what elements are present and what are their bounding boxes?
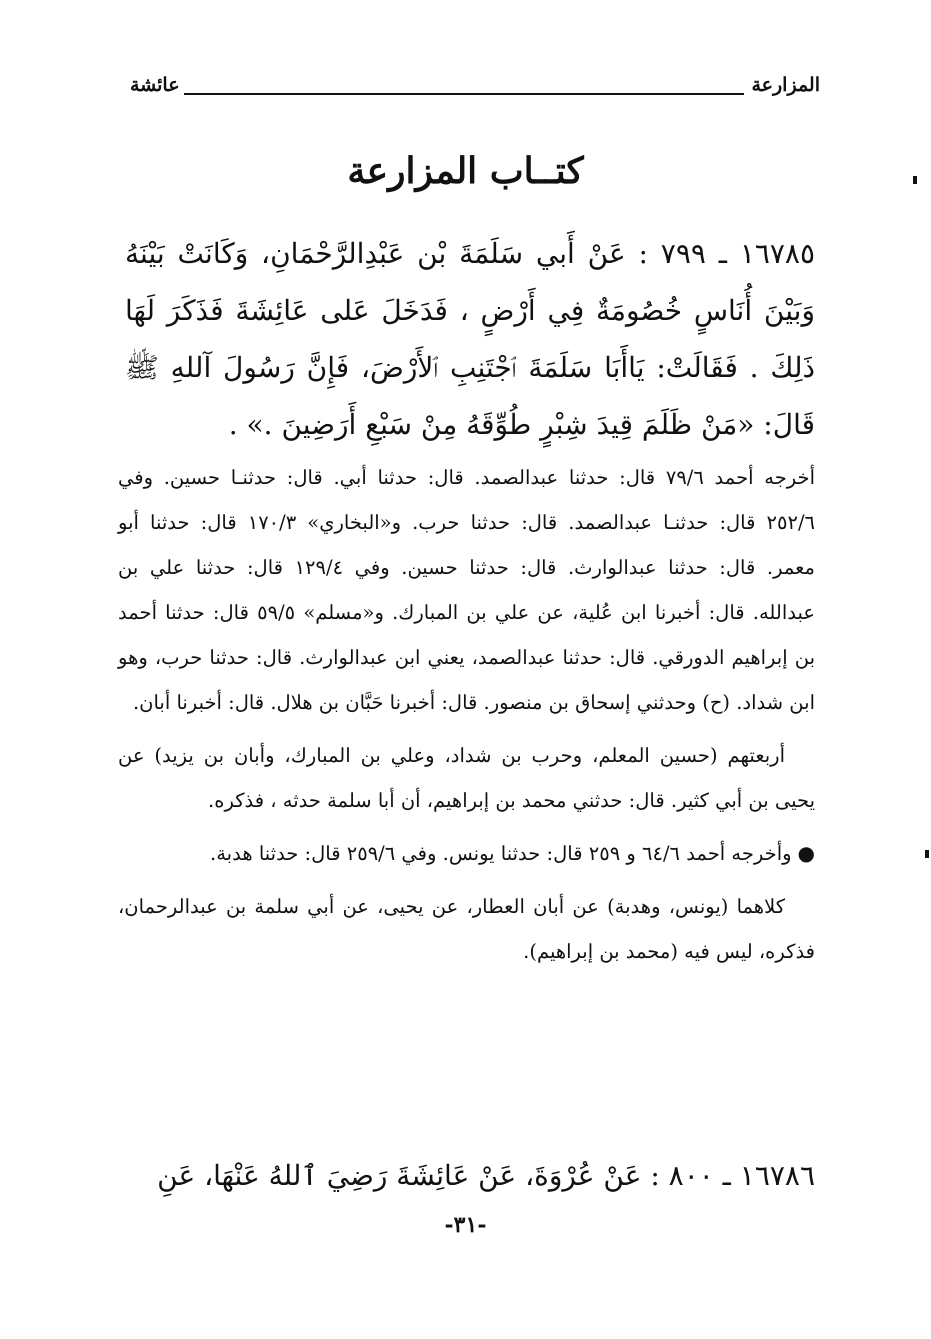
takhrij-paragraph: كلاهما (يونس، وهدبة) عن أبان العطار، عن يحيى، عن أبي سلمة بن عبدالرحمان، فذكره، ليس فيه (محمد بن إبراهيم). (118, 895, 815, 963)
header-section-title: المزارعة (751, 74, 820, 96)
takhrij-paragraph (118, 831, 815, 876)
bullet-icon: ● (797, 841, 815, 865)
header-rule (184, 93, 744, 95)
takhrij-paragraph: أربعتهم (حسين المعلم، وحرب بن شداد، وعلي بن المبارك، وأبان بن يزيد) عن يحيى بن أبي كثير. قال: حدثني محمد بن إبراهيم، أن أبا سلمة حدثه ، فذكره. (118, 744, 815, 812)
margin-mark (925, 850, 929, 858)
header-narrator-title: عائشة (130, 74, 180, 96)
takhrij-paragraph: أخرجه أحمد ٧٩/٦ قال: حدثنا عبدالصمد. قال: حدثنا أبي. قال: حدثنـا حسين. وفي ٢٥٢/٦ قال: حدثنـا عبدالصمد. قال: حدثنا حرب. و«البخاري» ١٧٠/٣ قال: حدثنا أبو معمر. قال: حدثنا عبدالوارث. قال: حدثنا حسين. وفي ١٢٩/٤ قال: حدثنا علي بن عبدالله. قال: أخبرنا ابن عُلية، عن علي بن المبارك. و«مسلم» ٥٩/٥ قال: حدثنا أحمد بن إبراهيم الدورقي. قال: حدثنا عبدالصمد، يعني ابن عبدالوارث. قال: حدثنا حرب، وهو ابن شداد. (ح) وحدثني إسحاق بن منصور. قال: أخبرنا حَبَّان بن هلال. قال: أخبرنا أبان. (118, 466, 816, 714)
takhrij-text: وأخرجه أحمد ٦٤/٦ و ٢٥٩ قال: حدثنا يونس. وفي ٢٥٩/٦ قال: حدثنا هدبة. (210, 842, 792, 865)
page-number: -٣١- (444, 1212, 487, 1238)
chapter-title: كتــاب المزارعة (347, 150, 584, 192)
hadith-text: ١٦٧٨٦ ـ ٨٠٠ : عَنْ عُرْوَةَ، عَنْ عَائِشَةَ رَضِيَ ٱللهُ عَنْهَا، عَنِ (157, 1159, 815, 1192)
hadith-text: ١٦٧٨٥ ـ ٧٩٩ : عَنْ أَبي سَلَمَةَ بْن عَبْدِالرَّحْمَانِ، وَكَانَتْ بَيْنَهُ وَبَيْنَ أُنَاسٍ خُصُومَةٌ فِي أَرْضٍ ، فَدَخَلَ عَلى عَائِشَةَ فَذَكَرَ لَهَا ذَلِكَ . فَقَالَتْ: يَاأَبَا سَلَمَةَ ٱجْتَنِبِ ٱلأَرْضَ، فَإِنَّ رَسُولَ آللهِ ﷺ قَالَ: «مَنْ ظَلَمَ قِيدَ شِبْرٍ طُوِّقَهُ مِنْ سَبْعِ أَرَضِينَ .» . (125, 237, 816, 441)
commentary-block (118, 455, 815, 982)
running-header (130, 74, 820, 104)
